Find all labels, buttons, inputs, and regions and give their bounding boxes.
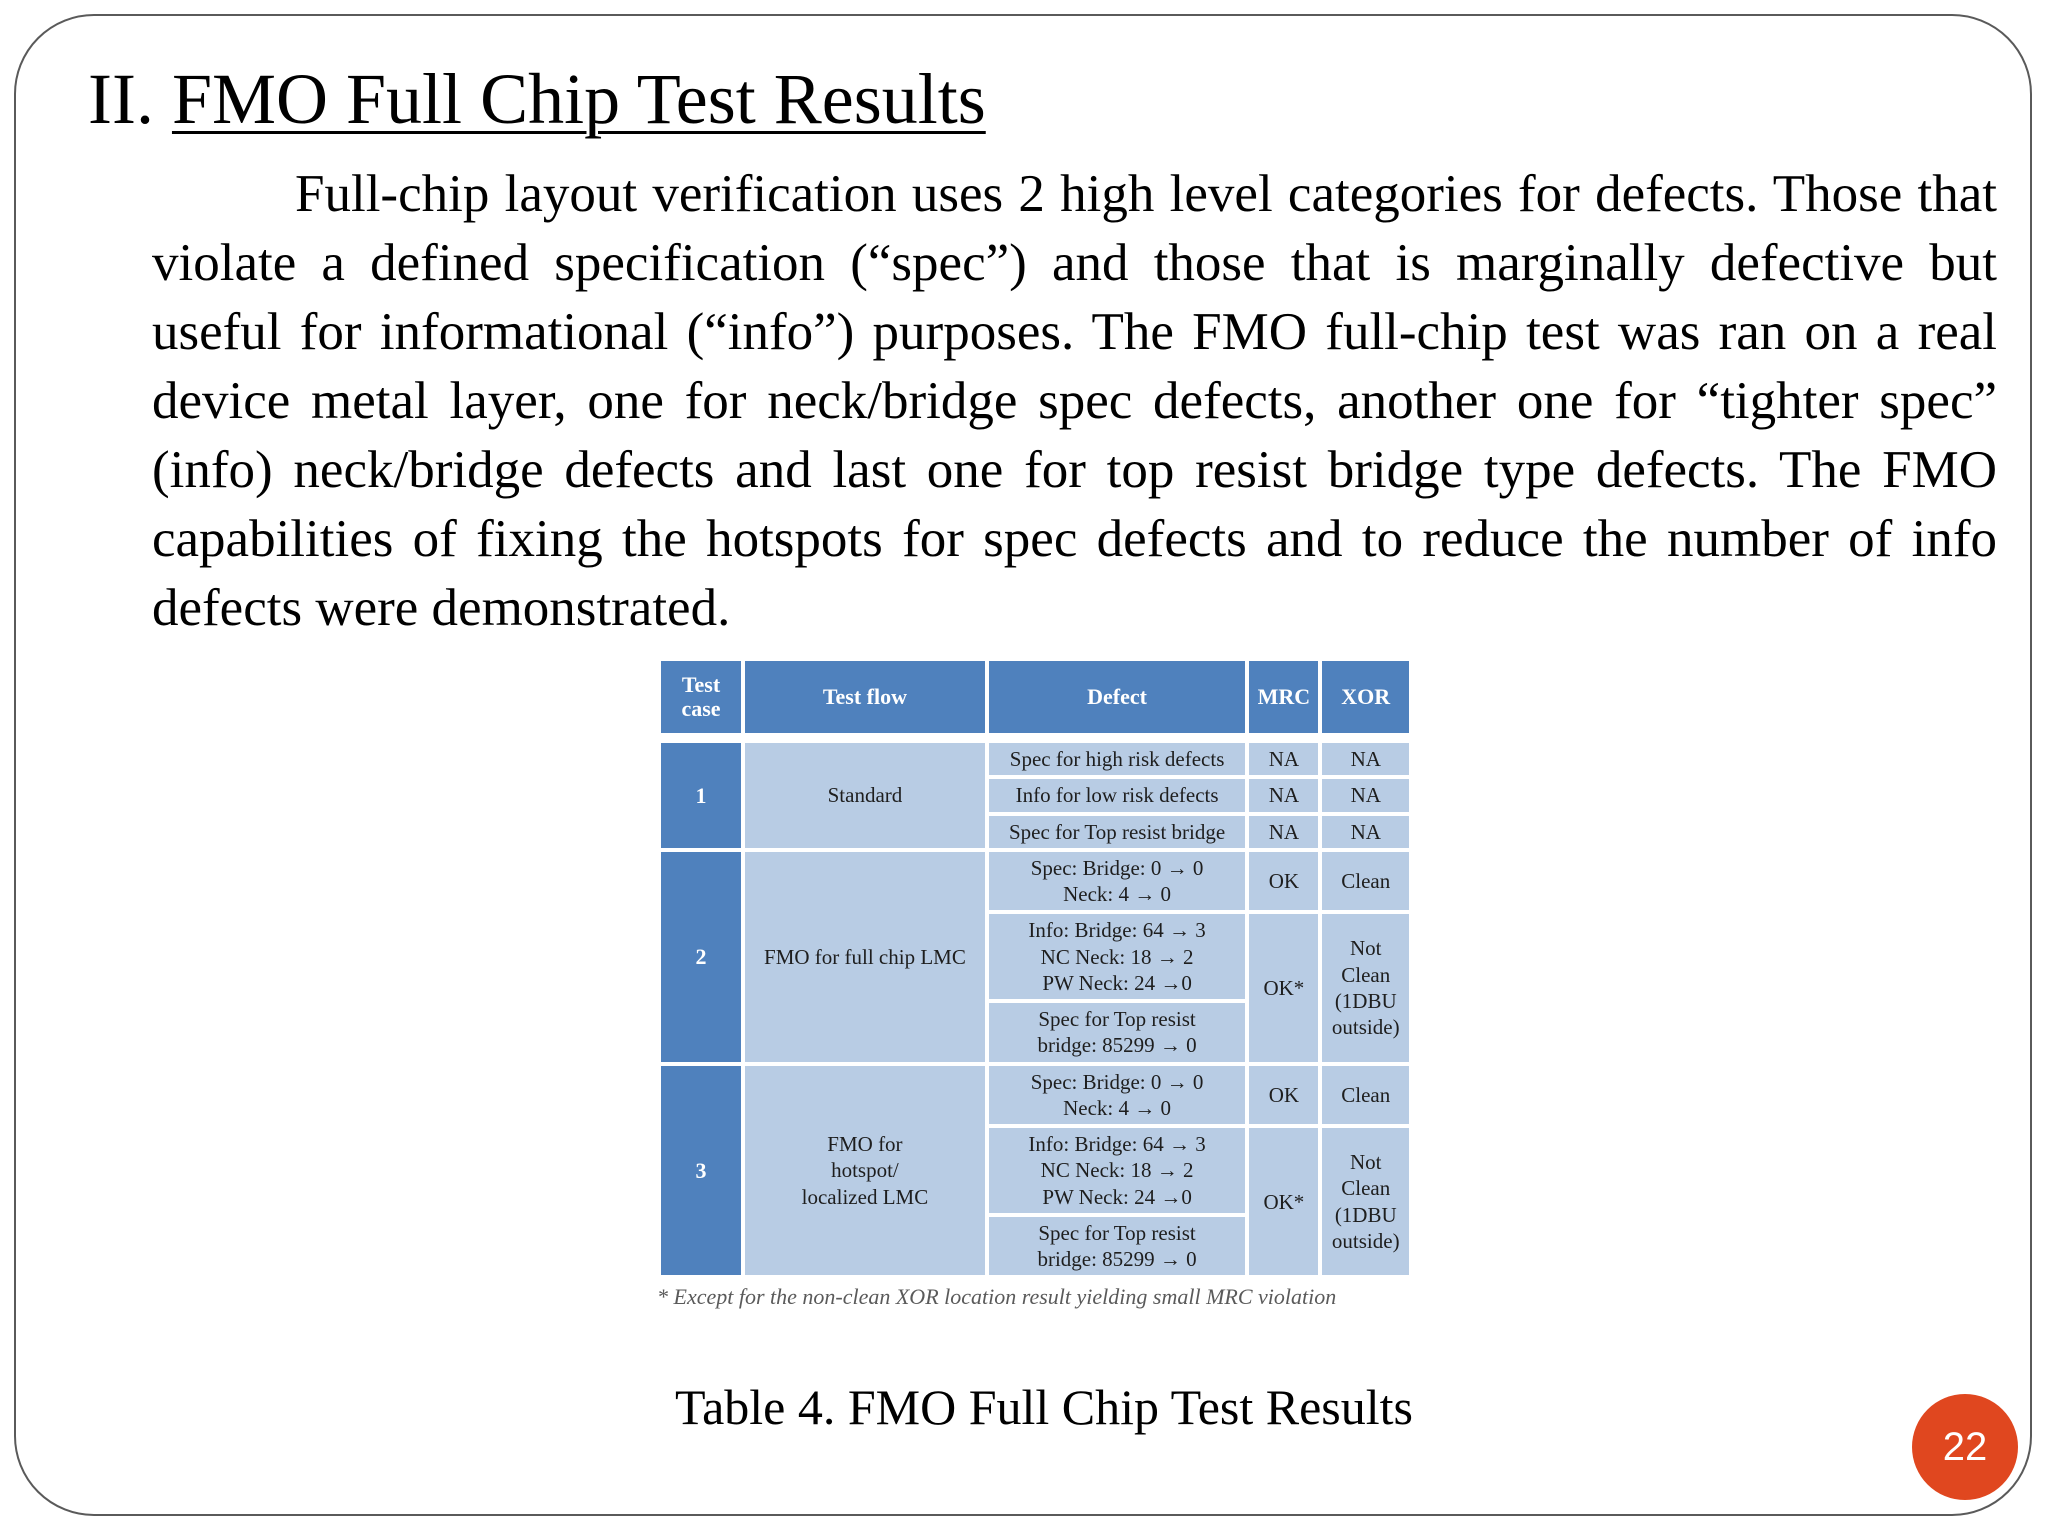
defect-cell: Spec for Top resist bridge bbox=[989, 816, 1245, 848]
mrc-cell: NA bbox=[1249, 816, 1318, 848]
xor-cell: Clean bbox=[1322, 1066, 1409, 1125]
table-row bbox=[661, 1066, 1409, 1125]
mrc-cell: OK bbox=[1249, 1066, 1318, 1125]
case-number-cell: 1 bbox=[661, 743, 741, 848]
defect-cell: Spec for high risk defects bbox=[989, 743, 1245, 775]
test-flow-cell: FMO for hotspot/ localized LMC bbox=[745, 1066, 985, 1276]
header-spacer bbox=[661, 737, 1409, 739]
table-row bbox=[661, 852, 1409, 911]
mrc-cell: NA bbox=[1249, 779, 1318, 811]
table-footnote: * Except for the non-clean XOR location result yielding small MRC violation bbox=[657, 1284, 1337, 1310]
xor-cell: Not Clean (1DBU outside) bbox=[1322, 914, 1409, 1061]
mrc-cell: OK bbox=[1249, 852, 1318, 911]
header-test-case: Test case bbox=[661, 661, 741, 733]
xor-cell: NA bbox=[1322, 816, 1409, 848]
defect-cell: Spec: Bridge: 0 → 0 Neck: 4 → 0 bbox=[989, 852, 1245, 911]
defect-cell: Spec: Bridge: 0 → 0 Neck: 4 → 0 bbox=[989, 1066, 1245, 1125]
defect-cell: Spec for Top resist bridge: 85299 → 0 bbox=[989, 1217, 1245, 1276]
xor-cell: Not Clean (1DBU outside) bbox=[1322, 1128, 1409, 1275]
slide-title bbox=[88, 58, 986, 141]
title-number: II. bbox=[88, 59, 154, 139]
table-row bbox=[661, 743, 1409, 775]
case-number-cell: 3 bbox=[661, 1066, 741, 1276]
header-defect: Defect bbox=[989, 661, 1245, 733]
xor-cell: NA bbox=[1322, 743, 1409, 775]
table-header-row bbox=[661, 661, 1409, 733]
results-table bbox=[657, 657, 1413, 1279]
case-number-cell: 2 bbox=[661, 852, 741, 1062]
results-table-container bbox=[657, 657, 1413, 1312]
defect-cell: Info: Bridge: 64 → 3 NC Neck: 18 → 2 PW Neck: 24 →0 bbox=[989, 1128, 1245, 1213]
header-mrc: MRC bbox=[1249, 661, 1318, 733]
xor-cell: Clean bbox=[1322, 852, 1409, 911]
xor-cell: NA bbox=[1322, 779, 1409, 811]
page-number-badge: 22 bbox=[1912, 1394, 2018, 1500]
defect-cell: Spec for Top resist bridge: 85299 → 0 bbox=[989, 1003, 1245, 1062]
header-test-flow: Test flow bbox=[745, 661, 985, 733]
spacer-cell bbox=[661, 737, 1409, 739]
defect-cell: Info for low risk defects bbox=[989, 779, 1245, 811]
test-flow-cell: Standard bbox=[745, 743, 985, 848]
title-text: FMO Full Chip Test Results bbox=[171, 59, 986, 139]
test-flow-cell: FMO for full chip LMC bbox=[745, 852, 985, 1062]
mrc-cell: NA bbox=[1249, 743, 1318, 775]
header-xor: XOR bbox=[1322, 661, 1409, 733]
defect-cell: Info: Bridge: 64 → 3 NC Neck: 18 → 2 PW Neck: 24 →0 bbox=[989, 914, 1245, 999]
mrc-cell: OK* bbox=[1249, 914, 1318, 1061]
mrc-cell: OK* bbox=[1249, 1128, 1318, 1275]
body-paragraph: Full-chip layout verification uses 2 high level categories for defects. Those that violate a defined specification (“spec”) and those that is marginally defective but useful for informational (“info”) purposes. The FMO full-chip test was ran on a real device metal layer, one for neck/bridge spec defects, another one for “tighter spec” (info) neck/bridge defects and last one for top resist bridge type defects. The FMO capabilities of fixing the hotspots for spec defects and to reduce the number of info defects were demonstrated. bbox=[152, 165, 1997, 637]
table-caption: Table 4. FMO Full Chip Test Results bbox=[675, 1379, 1413, 1435]
